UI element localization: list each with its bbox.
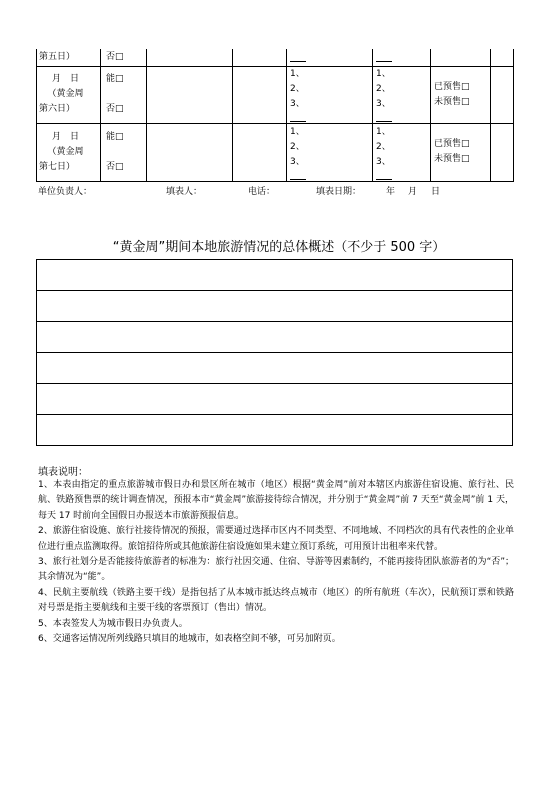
writing-row[interactable]	[37, 384, 513, 415]
list-cell: 1、 2、 3、	[287, 66, 373, 123]
presale-cell	[431, 66, 491, 123]
day-label: 日	[431, 187, 441, 197]
blank-line	[376, 170, 392, 180]
fill-date-label: 填表日期：	[316, 187, 362, 197]
filler-label: 填表人：	[166, 187, 203, 197]
notes-heading: 填表说明：	[38, 467, 88, 478]
list-cell: 1、 2、 3、	[373, 123, 431, 181]
yes-checkbox[interactable]: 能□	[106, 74, 124, 84]
yes-no-cell	[101, 66, 147, 123]
phone-label: 电话：	[248, 187, 276, 197]
period-cell: 月 日 （黄金周 第七日）	[37, 123, 101, 181]
not-presold-checkbox[interactable]: 未预售□	[434, 96, 470, 107]
table-row	[37, 66, 514, 123]
period-cell: 第五日）	[37, 49, 101, 66]
notes-body	[38, 478, 514, 647]
writing-row[interactable]	[37, 415, 513, 446]
writing-row[interactable]	[37, 322, 513, 353]
blank-line	[290, 52, 306, 62]
writing-row[interactable]	[37, 291, 513, 322]
blank-line	[376, 52, 392, 62]
month-label: 月	[408, 187, 418, 197]
note-item: 2、旅游住宿设施、旅行社接待情况的预报，需要通过选择市区内不同类型、不同地域、不同档次的具有代表性的企业单位进行重点监测取得。旅馆招待所或其他旅游住宿设施如果未建立预订系统，可用预计出租率来代替。	[38, 526, 514, 552]
overview-writing-box	[36, 259, 513, 446]
blank-line	[290, 170, 306, 180]
note-item: 1、本表由指定的重点旅游城市假日办和景区所在城市（地区）根据“黄金周”前对本辖区内旅游住宿设施、旅行社、民航、铁路预售票的统计调查情况，预报本市“黄金周”旅游接待综合情况，并分别于“黄金周”前 7 天至“黄金周”前 1 天，每天 17 时前向全国假日办报送本市旅游预报信息。	[38, 480, 514, 521]
presale-cell	[431, 123, 491, 181]
presold-checkbox[interactable]: 已预售□	[434, 81, 470, 92]
list-cell: 1、 2、 3、	[373, 66, 431, 123]
table-row	[37, 49, 514, 66]
list-cell: 1、 2、 3、	[287, 123, 373, 181]
yes-no-cell	[101, 123, 147, 181]
unit-head-label: 单位负责人：	[38, 187, 93, 197]
list-cell	[287, 49, 373, 66]
note-item: 6、交通客运情况所列线路只填目的地城市，如表格空间不够，可另加附页。	[38, 634, 341, 645]
table-row	[37, 123, 514, 181]
hotel-forecast-table	[36, 49, 514, 182]
writing-row[interactable]	[37, 353, 513, 384]
note-item: 5、本表签发人为城市假日办负责人。	[38, 618, 188, 629]
note-item: 4、民航主要航线（铁路主要干线）是指包括了从本城市抵达终点城市（地区）的所有航班（车次），民航预订票和铁路对号票是指主要航线和主要干线的客票预订（售出）情况。	[38, 587, 514, 614]
section-title: “黄金周”期间本地旅游情况的总体概述（不少于 500 字）	[112, 240, 446, 255]
blank-line	[290, 112, 306, 122]
note-item: 3、旅行社划分是否能接待旅游者的标准为：旅行社因交通、住宿、导游等因素制约，不能再接待团队旅游者的为“否”；其余情况为“能”。	[38, 557, 514, 583]
blank-line	[376, 112, 392, 122]
period-cell: 月 日 （黄金周 第六日）	[37, 66, 101, 123]
yes-checkbox[interactable]: 能□	[106, 131, 124, 142]
no-checkbox[interactable]: 否□	[106, 161, 124, 172]
year-label: 年	[386, 187, 396, 197]
no-checkbox[interactable]: 否□	[106, 104, 124, 114]
writing-row[interactable]	[37, 260, 513, 291]
not-presold-checkbox[interactable]: 未预售□	[434, 154, 470, 164]
no-checkbox[interactable]: 否□	[101, 49, 147, 66]
presold-checkbox[interactable]: 已预售□	[434, 139, 470, 149]
list-cell	[373, 49, 431, 66]
